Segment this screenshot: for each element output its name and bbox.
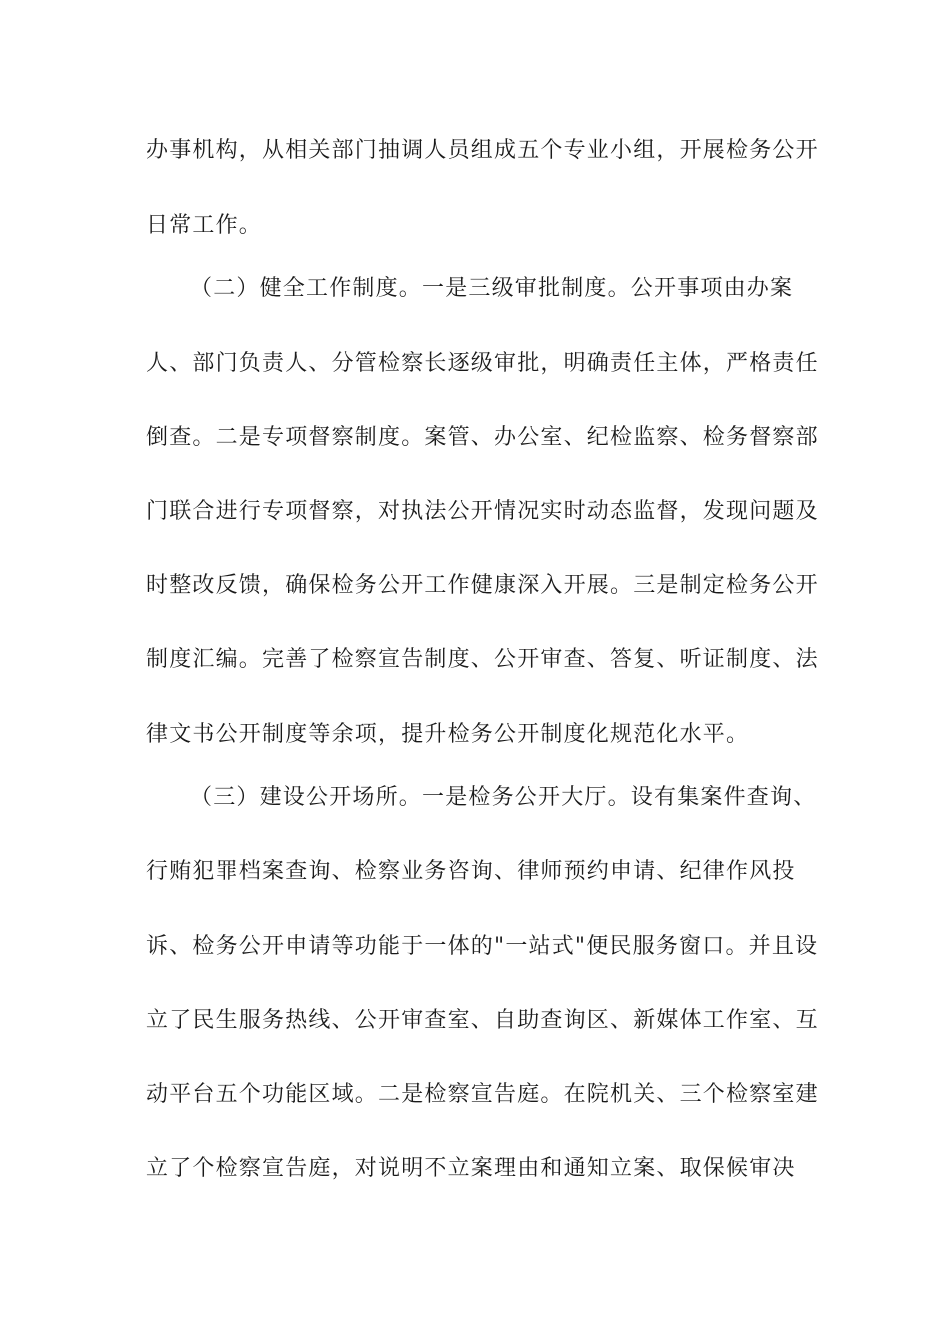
paragraph-line: 倒查。二是专项督察制度。案管、办公室、纪检监察、检务督察部 — [146, 425, 819, 450]
paragraph-line: 办事机构，从相关部门抽调人员组成五个专业小组，开展检务公开 — [146, 138, 819, 163]
paragraph-line: 律文书公开制度等余项，提升检务公开制度化规范化水平。 — [146, 722, 750, 747]
paragraph-line: 动平台五个功能区域。二是检察宣告庭。在院机关、三个检察室建 — [146, 1082, 819, 1107]
paragraph-line: 立了个检察宣告庭，对说明不立案理由和通知立案、取保候审决 — [146, 1156, 796, 1181]
paragraph-line: 门联合进行专项督察，对执法公开情况实时动态监督，发现问题及 — [146, 499, 819, 524]
paragraph-line: 时整改反馈，确保检务公开工作健康深入开展。三是制定检务公开 — [146, 573, 819, 598]
paragraph-line: 人、部门负责人、分管检察长逐级审批，明确责任主体，严格责任 — [146, 351, 819, 376]
paragraph-line: 日常工作。 — [146, 213, 263, 238]
paragraph-line: （三）建设公开场所。一是检务公开大厅。设有集案件查询、 — [190, 785, 817, 810]
paragraph-line: 行贿犯罪档案查询、检察业务咨询、律师预约申请、纪律作风投 — [146, 859, 796, 884]
paragraph-line: 制度汇编。完善了检察宣告制度、公开审查、答复、听证制度、法 — [146, 647, 819, 672]
paragraph-line: 诉、检务公开申请等功能于一体的"一站式"便民服务窗口。并且设 — [146, 934, 819, 959]
paragraph-line: （二）健全工作制度。一是三级审批制度。公开事项由办案 — [190, 276, 794, 301]
paragraph-line: 立了民生服务热线、公开审查室、自助查询区、新媒体工作室、互 — [146, 1008, 819, 1033]
